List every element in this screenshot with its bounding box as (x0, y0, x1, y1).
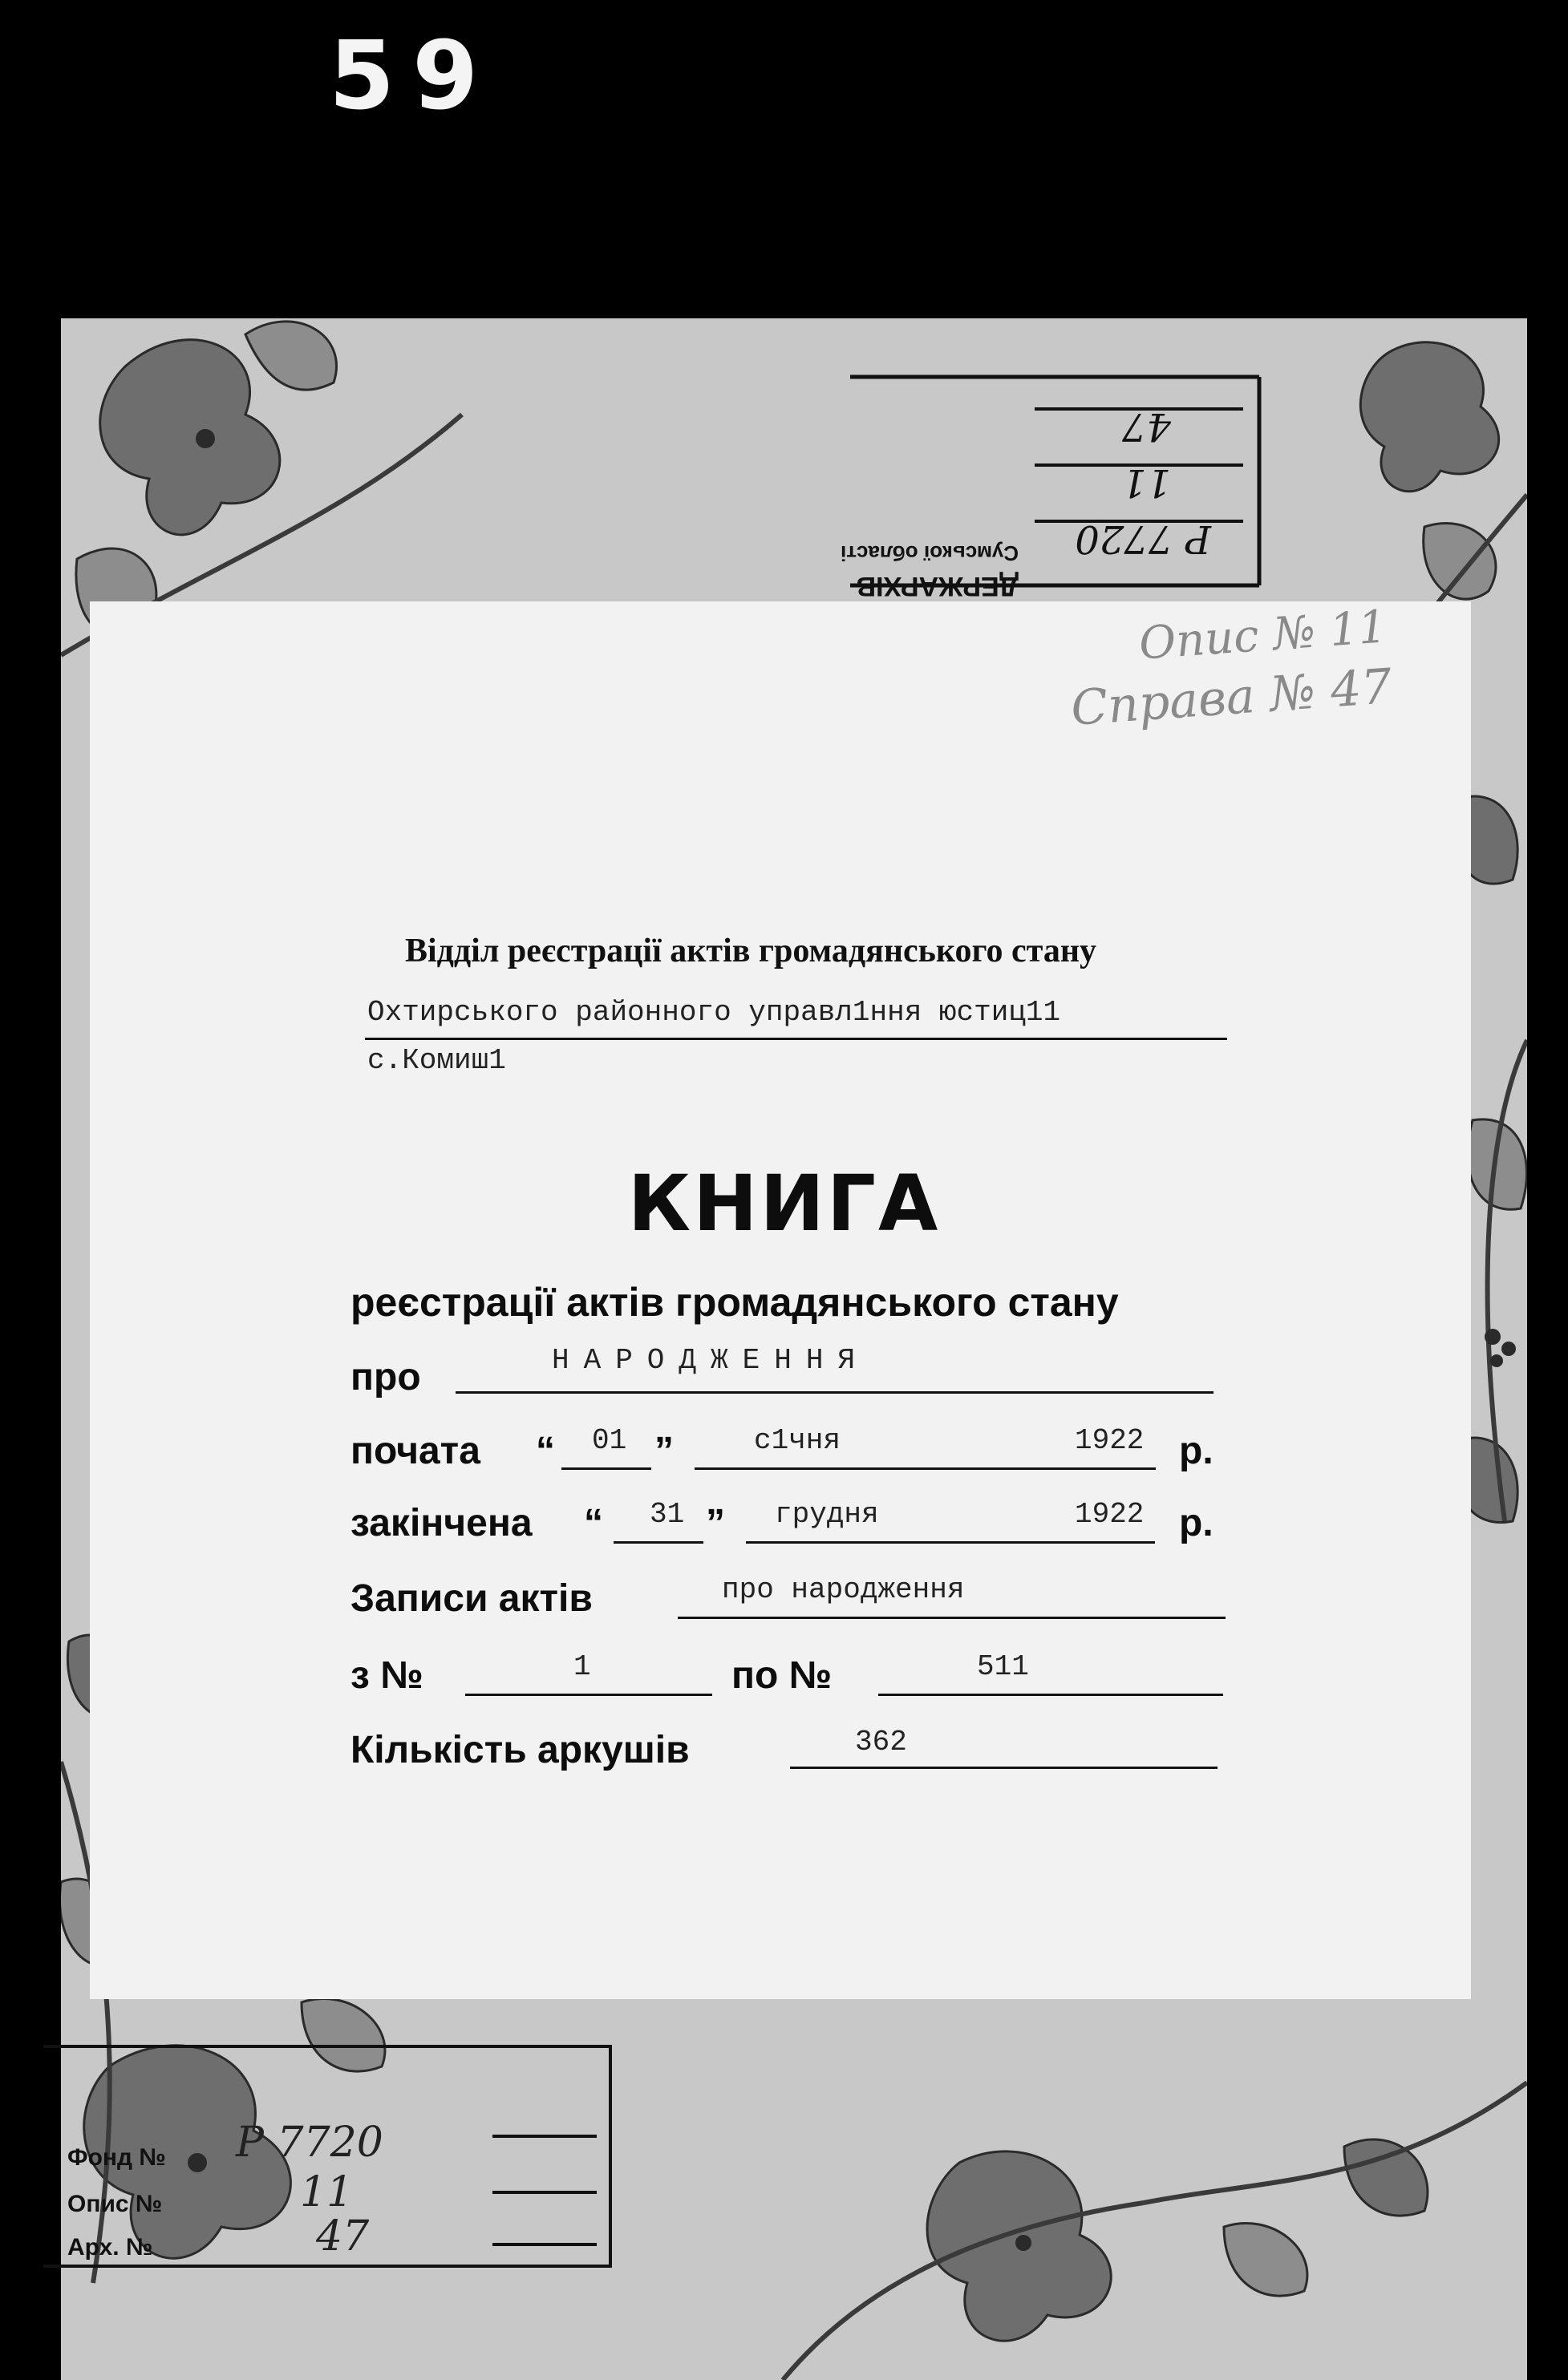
office-underline (365, 1038, 1227, 1040)
ended-year: 1922 (1075, 1498, 1145, 1531)
ended-year-suffix: р. (1179, 1502, 1213, 1544)
department-office: Охтирського районного управл1ння юстиц11 (367, 996, 1061, 1029)
stamp-fond-label: Фонд № (67, 2144, 166, 2171)
pro-underline (456, 1391, 1213, 1394)
stamp-bottom-sprava: 47 (316, 2212, 370, 2261)
handwritten-opys: Опис № 11 (1137, 601, 1389, 670)
archive-stamp-region: Сумської області (840, 541, 1019, 565)
started-month: с1чня (754, 1424, 841, 1457)
stamp-opys-handwritten: 11 (1121, 460, 1171, 505)
started-day: 01 (592, 1424, 627, 1457)
started-quote-open: “ (536, 1430, 555, 1472)
started-day-underline (561, 1467, 651, 1470)
stamp-fond-handwritten: Р 7720 (1075, 516, 1211, 561)
to-number-label: по № (731, 1654, 833, 1697)
records-value: про народження (722, 1573, 965, 1606)
ended-quote-close: ” (706, 1502, 725, 1544)
started-quote-close: ” (654, 1430, 674, 1472)
pro-value: НАРОДЖЕННЯ (552, 1344, 870, 1377)
to-number-underline (878, 1694, 1223, 1696)
ended-date-underline (746, 1541, 1155, 1544)
department-heading: Відділ реєстрації актів громадянського стану (405, 933, 1097, 969)
started-date-underline (695, 1467, 1156, 1470)
ended-label: закінчена (350, 1502, 533, 1544)
records-label: Записи актів (350, 1577, 593, 1620)
ended-month: грудня (775, 1498, 879, 1531)
book-subtitle: реєстрації актів громадянського стану (350, 1280, 1119, 1325)
started-year: 1922 (1075, 1424, 1145, 1457)
stamp-opys-label: Опис № (67, 2191, 163, 2217)
sheets-value: 362 (855, 1726, 907, 1759)
from-number-value: 1 (573, 1650, 591, 1683)
ended-day: 31 (650, 1498, 685, 1531)
department-village: с.Комиш1 (367, 1044, 506, 1077)
stamp-sprava-label: Арх. № (67, 2234, 153, 2261)
from-number-label: з № (350, 1654, 423, 1697)
ended-quote-open: “ (584, 1502, 603, 1544)
archive-stamp-title: ДЕРЖАРХІВ (856, 571, 1019, 601)
stamp-bottom-fond: Р 7720 (236, 2119, 383, 2167)
from-number-underline (465, 1694, 712, 1696)
ended-day-underline (614, 1541, 703, 1544)
to-number-value: 511 (977, 1650, 1029, 1683)
archive-stamp-bottom (43, 2045, 612, 2268)
started-year-suffix: р. (1179, 1430, 1213, 1472)
archive-stamp-top (834, 361, 1267, 609)
handwritten-sprava: Справа № 47 (1069, 658, 1394, 737)
stamp-sprava-handwritten: 47 (1121, 404, 1171, 449)
frame-number: 59 (329, 20, 496, 131)
records-underline (678, 1617, 1226, 1619)
started-label: почата (350, 1430, 480, 1472)
sheets-label: Кількість аркушів (350, 1729, 690, 1771)
sheets-underline (790, 1767, 1218, 1769)
pro-label: про (350, 1356, 421, 1398)
book-title: КНИГА (627, 1159, 941, 1249)
stamp-bottom-opys: 11 (300, 2168, 354, 2216)
